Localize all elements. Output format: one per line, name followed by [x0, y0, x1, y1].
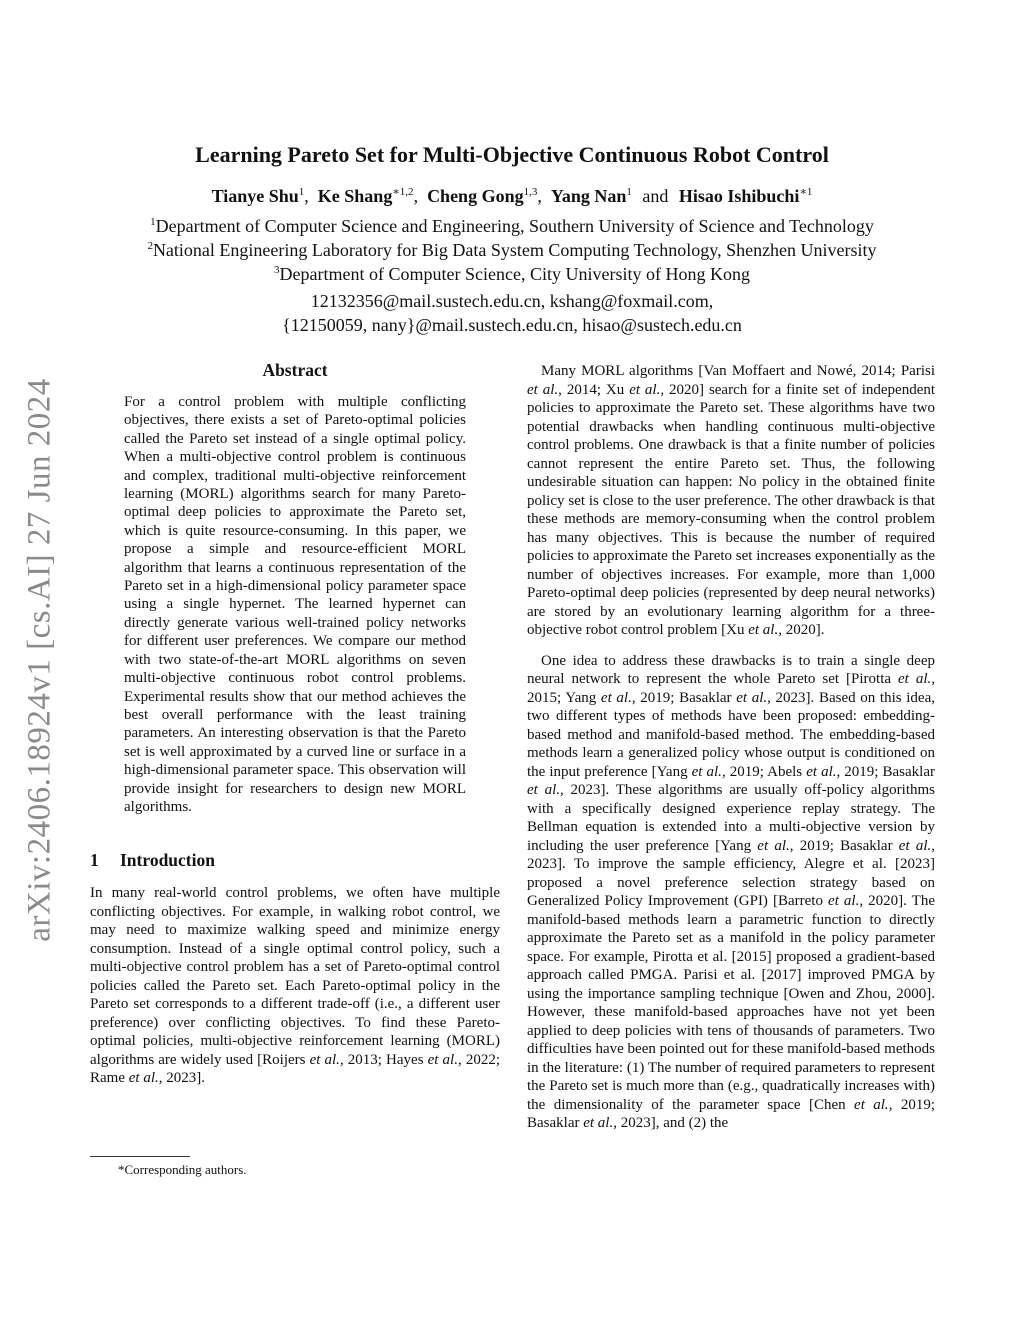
affiliation-text: Department of Computer Science and Engineering, Southern University of Science and Technology [155, 216, 874, 236]
text-run: In many real-world control problems, we often have multiple conflicting objectives. For example, in walking robot control, we may need to maximize walking speed and minimize energy consumption. Instead of a single optimal control policy, such a multi-objective control problem has a set of Pareto-optimal control policies called the Pareto set. Each Pareto-optimal policy in the Pareto set corresponds to a different trade-off (i.e., a different user preference) over conflicting objectives. To find these Pareto-optimal policies, multi-objective reinforcement learning (MORL) algorithms are widely used [Roijers [90, 885, 500, 1068]
author-name: Tianye Shu [211, 186, 299, 206]
text-run: Many MORL algorithms [Van Moffaert and Nowé, 2014; Parisi [541, 363, 935, 379]
citation-et-al: et al. [600, 689, 632, 706]
citation-et-al: et al. [736, 689, 768, 706]
text-run: , 2020]. [778, 622, 825, 638]
left-column [90, 360, 500, 1088]
footnote-corresponding-authors: *Corresponding authors. [118, 1162, 247, 1177]
abstract-body: For a control problem with multiple conflicting objectives, there exists a set of Pareto-optimal policies called the Pareto set instead of a single optimal policy. When a multi-objective control problem is continuous and complex, traditional multi-objective reinforcement learning (MORL) algorithms search for many Pareto-optimal deep policies to approximate the Pareto set, which is quite resource-consuming. In this paper, we propose a simple and resource-efficient MORL algorithm that learns a continuous representation of the Pareto set in a high-dimensional policy parameter space using a single hypernet. The learned hypernet can directly generate various well-trained policy networks for different user preferences. We compare our method with two state-of-the-art MORL algorithms on seven multi-objective continuous robot control problems. Experimental results show that our method achieves the best overall performance with the least training parameters. An interesting observation is that the Pareto set is well approximated by a curved line or surface in a high-dimensional parameter space. This observation will provide insight for researchers to design new MORL algorithms. [124, 394, 466, 815]
citation-et-al: et al. [527, 381, 559, 398]
right-column [527, 362, 935, 1133]
text-run: , 2015; Yang [527, 671, 935, 706]
citation-et-al: et al. [748, 622, 779, 638]
citation-et-al: et al. [757, 837, 790, 854]
citation-et-al: et al. [629, 381, 661, 398]
text-run: , 2019; Basaklar [836, 763, 935, 780]
affiliation-marker: 1 [150, 216, 156, 228]
citation-et-al: et al. [427, 1051, 458, 1068]
introduction-paragraph [90, 884, 500, 1088]
author-affiliation-marker: ∗1,2 [392, 186, 414, 198]
text-run: , 2023]. Based on this idea, two different types of methods have been proposed: embedding-based method and manifold-based method. The embedding-based methods learn a generalized policy whose output is conditioned on the input preference [Yang [527, 689, 935, 780]
citation-et-al: et al. [583, 1115, 614, 1131]
author-affiliation-marker: ∗1 [799, 186, 813, 198]
text-run: , 2019; Basaklar [789, 837, 899, 854]
citation-et-al: et al. [691, 763, 722, 780]
citation-et-al: et al. [854, 1096, 889, 1113]
text-run: , 2013; Hayes [339, 1051, 428, 1068]
citation-et-al: et al. [898, 671, 932, 687]
author-emails [90, 289, 934, 337]
text-run: , 2020]. The manifold-based methods learn a parametric function to directly approximate the Pareto set as a manifold in the policy parameter space. For example, Pirotta et al. [2015] proposed a gradient-based approach called PMGA. Parisi et al. [2017] improved PMGA by using the importance sampling technique [Owen and Zhou, 2000]. However, these manifold-based approaches have not yet been applied to deep policies with tens of thousands of parameters. Two difficulties have been pointed out for these manifold-based methods in the literature: (1) The number of required parameters to represent the Pareto set is much more than (e.g., quadratically increases with) the dimensionality of the parameter space [Chen [527, 893, 936, 1113]
author-name: Cheng Gong [427, 186, 524, 206]
affiliation-2 [90, 240, 934, 261]
author-list: Tianye Shu$^1$, Ke Shang$^{∗1,2}$, Cheng Gong$^{1,3}$, Yang Nan$^1$ and Hisao Ishibuchi$^{∗1}$ [211, 186, 813, 206]
text-run: , 2019; Basaklar [631, 689, 737, 706]
section-heading-introduction [90, 850, 500, 871]
arxiv-identifier-stamp [18, 370, 62, 950]
text-run: , 2019; Abels [721, 763, 807, 780]
author-affiliation-marker: 1 [298, 186, 305, 198]
affiliation-1 [90, 216, 934, 237]
text-run: , 2014; Xu [558, 381, 630, 398]
author-conjunction: and [642, 186, 669, 206]
arxiv-identifier: arXiv:2406.18924v1 [cs.AI] 27 Jun 2024 [21, 378, 58, 942]
author-name: Ke Shang [317, 186, 393, 206]
citation-et-al: et al. [806, 763, 837, 780]
text-run: , 2019; Basaklar [527, 1096, 936, 1131]
author-name: Yang Nan [550, 186, 627, 206]
affiliation-text: Department of Computer Science, City University of Hong Kong [279, 264, 750, 284]
footnote-rule [90, 1156, 190, 1157]
affiliation-3 [90, 264, 934, 285]
citation-et-al: et al. [898, 837, 932, 854]
citation-et-al: et al. [828, 893, 860, 909]
section-title: Introduction [120, 850, 215, 871]
affiliation-text: National Engineering Laboratory for Big Data System Computing Technology, Shenzhen University [152, 240, 877, 260]
paper-title: Learning Pareto Set for Multi-Objective Continuous Robot Control [195, 142, 829, 167]
citation-et-al: et al. [309, 1051, 340, 1068]
author-affiliation-marker: 1 [626, 186, 632, 198]
email-line-1: 12132356@mail.sustech.edu.cn, kshang@foxmail.com, [310, 291, 714, 311]
text-run: , 2020] search for a finite set of independent policies to approximate the Pareto set. These algorithms have two potential drawbacks when handling continuous multi-objective control problems. One drawback is that a finite number of policies cannot represent the entire Pareto set. Thus, the following undesirable situation can happen: No policy in the obtained finite policy set is close to the user preference. The other drawback is that these methods are memory-consuming when the control problem has many objectives. This is because the number of required policies to approximate the Pareto set increases exponentially as the number of objectives increases. For example, more than 1,000 Pareto-optimal deep policies (represented by deep neural networks) are stored by an evolutionary learning algorithm for a three-objective robot control problem [Xu [527, 381, 936, 638]
text-run: , 2023]. These algorithms are usually off-policy algorithms with a specifically designed experience replay strategy. The Bellman equation is extended into a multi-objective version by including the user preference [Yang [527, 782, 935, 854]
body-paragraph-2 [527, 652, 935, 1133]
text-run: , 2023]. [158, 1070, 205, 1087]
text-run: One idea to address these drawbacks is to train a single deep neural network to represent the whole Pareto set [Pirotta [527, 652, 935, 687]
email-line-2: {12150059, nany}@mail.sustech.edu.cn, hisao@sustech.edu.cn [282, 315, 742, 335]
text-run: , 2023], and (2) the [613, 1115, 729, 1131]
citation-et-al: et al. [128, 1070, 159, 1087]
text-run: , 2022; Rame [90, 1051, 500, 1087]
affiliation-marker: 2 [147, 240, 153, 252]
affiliation-marker: 3 [274, 264, 280, 276]
citation-et-al: et al. [527, 782, 560, 798]
body-paragraph-1 [527, 362, 935, 640]
author-affiliation-marker: 1,3 [523, 186, 538, 198]
text-run: , 2023]. To improve the sample efficiency, Alegre et al. [2023] proposed a novel preference selection strategy based on Generalized Policy Improvement (GPI) [Barreto [527, 837, 936, 909]
section-number: 1 [90, 850, 99, 871]
abstract-heading: Abstract [262, 360, 328, 380]
author-name: Hisao Ishibuchi [678, 186, 800, 206]
